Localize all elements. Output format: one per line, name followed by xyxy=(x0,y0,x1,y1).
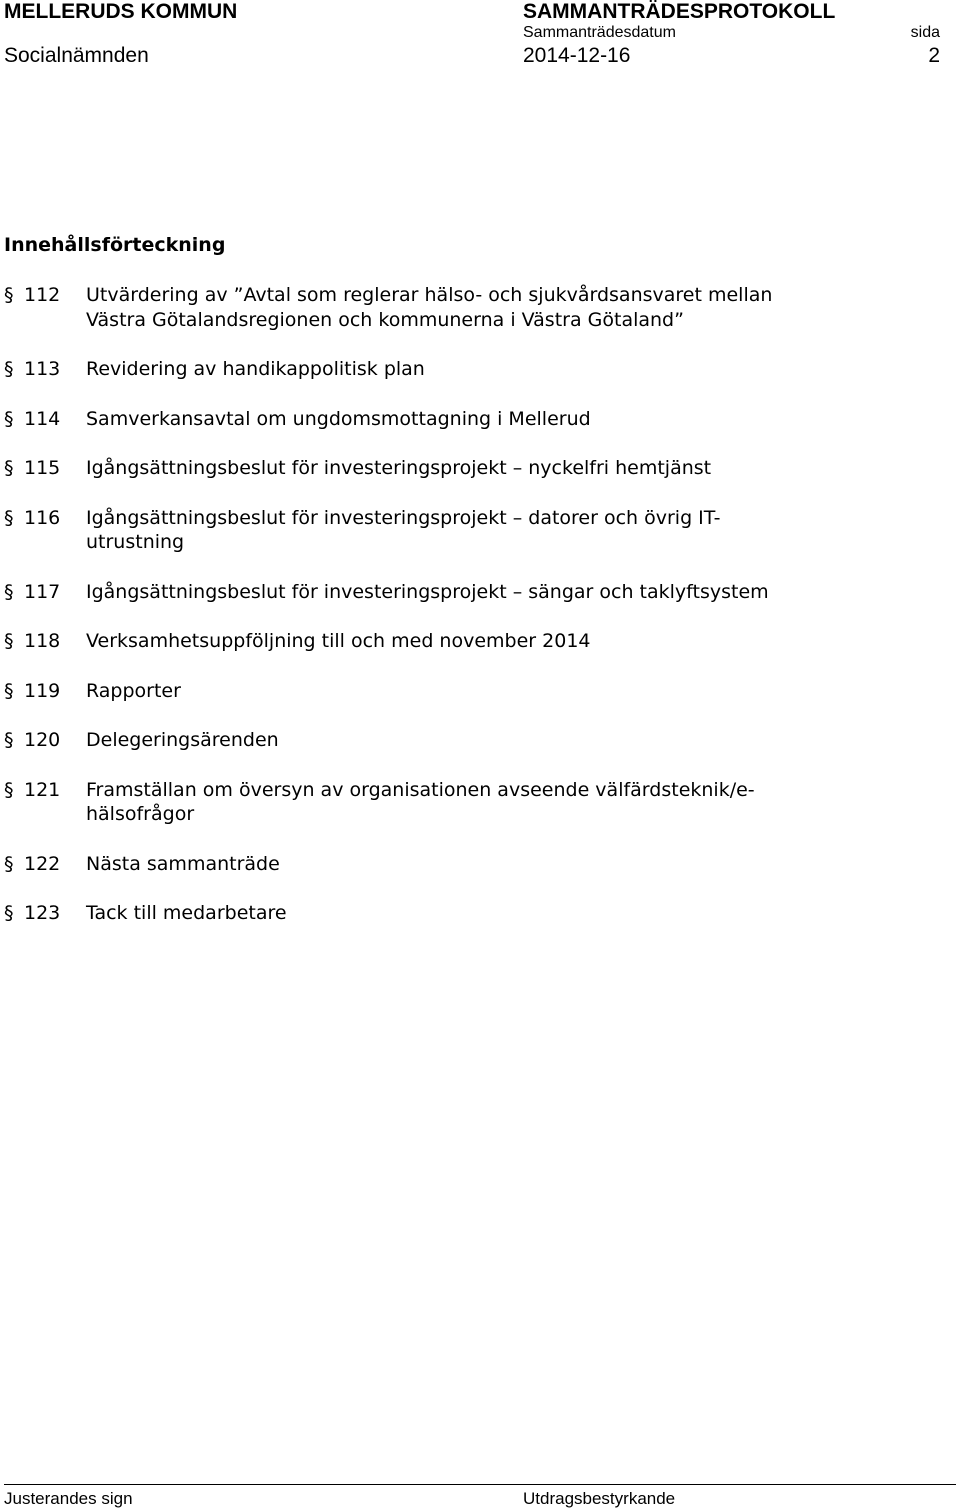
toc-item-number: 120 xyxy=(24,729,61,751)
toc-item-text: Utvärdering av ”Avtal som reglerar hälso- och sjukvårdsansvaret mellan Västra Götalandsregionen och kommunerna i Västra Götaland” xyxy=(86,284,773,331)
section-symbol: § xyxy=(4,852,14,875)
toc-item-number: 122 xyxy=(24,852,61,875)
table-of-contents xyxy=(4,283,904,951)
section-symbol: § xyxy=(4,284,14,306)
toc-item xyxy=(4,357,904,382)
section-symbol: § xyxy=(4,679,14,702)
document-type: SAMMANTRÄDESPROTOKOLL xyxy=(523,0,836,23)
toc-item-number: 113 xyxy=(24,358,61,380)
date-label: Sammanträdesdatum xyxy=(523,24,676,41)
toc-item-number: 115 xyxy=(24,457,61,479)
toc-item-text: Igångsättningsbeslut för investeringsprojekt – nyckelfri hemtjänst xyxy=(86,457,712,479)
section-symbol: § xyxy=(4,407,14,430)
toc-item xyxy=(4,580,904,605)
toc-item-text: Igångsättningsbeslut för investeringsprojekt – sängar och taklyftsystem xyxy=(86,580,769,603)
toc-item xyxy=(4,506,904,555)
toc-item xyxy=(4,283,904,332)
toc-item-text: Nästa sammanträde xyxy=(86,852,280,875)
toc-item xyxy=(4,728,904,753)
toc-item xyxy=(4,852,904,877)
toc-item-text: Verksamhetsuppföljning till och med november 2014 xyxy=(86,630,591,652)
toc-item-number: 116 xyxy=(24,506,61,529)
meeting-date: 2014-12-16 xyxy=(523,44,631,67)
toc-item-number: 121 xyxy=(24,778,61,801)
toc-item-text: Delegeringsärenden xyxy=(86,729,279,751)
section-symbol: § xyxy=(4,358,14,380)
toc-item-number: 112 xyxy=(24,284,61,306)
toc-item-number: 123 xyxy=(24,902,61,924)
section-symbol: § xyxy=(4,457,14,479)
section-symbol: § xyxy=(4,506,14,529)
toc-item-text: Rapporter xyxy=(86,679,181,702)
toc-item-text: Tack till medarbetare xyxy=(86,902,287,924)
toc-item xyxy=(4,456,904,481)
toc-item xyxy=(4,901,904,926)
toc-item-number: 119 xyxy=(24,679,61,702)
page-label: sida xyxy=(910,24,940,41)
toc-title: Innehållsförteckning xyxy=(4,234,226,256)
toc-item-number: 118 xyxy=(24,630,61,652)
footer-divider xyxy=(4,1484,956,1485)
section-symbol: § xyxy=(4,778,14,801)
toc-item xyxy=(4,407,904,432)
toc-item-text: Igångsättningsbeslut för investeringsprojekt – datorer och övrig IT- utrustning xyxy=(86,506,721,553)
page-number: 2 xyxy=(928,44,940,67)
toc-item xyxy=(4,778,904,827)
organization-name: MELLERUDS KOMMUN xyxy=(4,0,238,23)
committee-name: Socialnämnden xyxy=(4,44,149,67)
section-symbol: § xyxy=(4,729,14,751)
toc-item-number: 114 xyxy=(24,407,61,430)
toc-item xyxy=(4,629,904,654)
section-symbol: § xyxy=(4,580,14,603)
toc-item xyxy=(4,679,904,704)
footer-signature-label: Justerandes sign xyxy=(4,1489,133,1508)
section-symbol: § xyxy=(4,630,14,652)
toc-item-number: 117 xyxy=(24,580,61,603)
footer-certification-label: Utdragsbestyrkande xyxy=(523,1489,676,1508)
section-symbol: § xyxy=(4,902,14,924)
toc-item-text: Framställan om översyn av organisationen avseende välfärdsteknik/e- hälsofrågor xyxy=(86,778,755,825)
toc-item-text: Revidering av handikappolitisk plan xyxy=(86,358,425,380)
toc-item-text: Samverkansavtal om ungdomsmottagning i Mellerud xyxy=(86,407,591,430)
